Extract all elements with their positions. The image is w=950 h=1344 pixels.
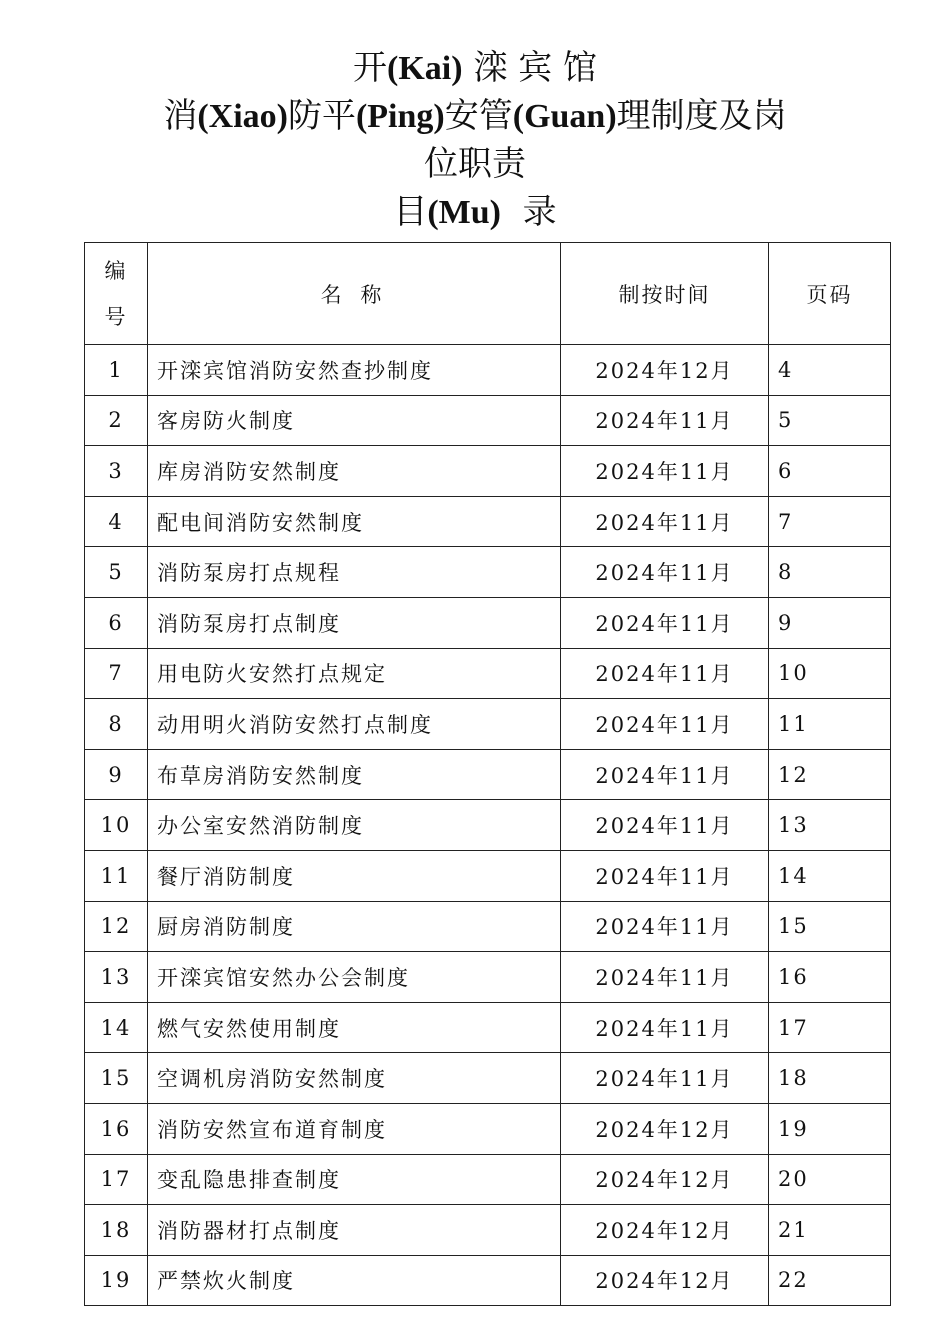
row-page: 9 <box>769 597 891 648</box>
title-segment: 滦 宾 馆 <box>462 48 597 88</box>
row-title: 燃气安然使用制度 <box>148 1002 561 1053</box>
row-number: 13 <box>85 952 148 1003</box>
row-page: 19 <box>769 1103 891 1154</box>
row-page: 10 <box>769 648 891 699</box>
row-page: 18 <box>769 1053 891 1104</box>
header-number <box>85 243 148 345</box>
document-title <box>0 44 950 236</box>
row-title: 办公室安然消防制度 <box>148 800 561 851</box>
row-page: 6 <box>769 446 891 497</box>
row-title: 严禁炊火制度 <box>148 1255 561 1306</box>
row-date: 2024年11月 <box>561 1002 769 1053</box>
row-date: 2024年12月 <box>561 1154 769 1205</box>
row-date: 2024年11月 <box>561 699 769 750</box>
row-title: 用电防火安然打点规定 <box>148 648 561 699</box>
row-page: 21 <box>769 1205 891 1256</box>
row-date: 2024年11月 <box>561 901 769 952</box>
row-date: 2024年11月 <box>561 648 769 699</box>
row-page: 8 <box>769 547 891 598</box>
title-subject <box>0 92 950 140</box>
row-title: 客房防火制度 <box>148 395 561 446</box>
title-contents <box>0 188 950 236</box>
row-number: 12 <box>85 901 148 952</box>
table-row <box>85 1205 891 1256</box>
row-number: 7 <box>85 648 148 699</box>
title-segment: (Mu) <box>427 194 502 231</box>
row-title: 库房消防安然制度 <box>148 446 561 497</box>
row-page: 4 <box>769 345 891 396</box>
table-row <box>85 496 891 547</box>
row-number: 10 <box>85 800 148 851</box>
row-title: 配电间消防安然制度 <box>148 496 561 547</box>
row-date: 2024年11月 <box>561 597 769 648</box>
title-segment: 位职责 <box>424 144 526 184</box>
row-number: 15 <box>85 1053 148 1104</box>
table-body <box>85 345 891 1306</box>
header-name: 名 称 <box>148 243 561 345</box>
contents-table <box>84 242 891 1306</box>
table-row <box>85 648 891 699</box>
title-segment: (Kai) <box>387 50 463 87</box>
table-header-row <box>85 243 891 345</box>
header-page: 页码 <box>769 243 891 345</box>
row-title: 消防泵房打点规程 <box>148 547 561 598</box>
row-number: 14 <box>85 1002 148 1053</box>
title-hotel-name <box>0 44 950 92</box>
row-number: 9 <box>85 749 148 800</box>
table-row <box>85 850 891 901</box>
row-page: 22 <box>769 1255 891 1306</box>
row-date: 2024年12月 <box>561 345 769 396</box>
row-date: 2024年11月 <box>561 1053 769 1104</box>
table-row <box>85 395 891 446</box>
table-row <box>85 699 891 750</box>
row-title: 消防安然宣布道育制度 <box>148 1103 561 1154</box>
row-page: 7 <box>769 496 891 547</box>
row-date: 2024年11月 <box>561 850 769 901</box>
table-row <box>85 345 891 396</box>
header-date: 制按时间 <box>561 243 769 345</box>
table-row <box>85 1053 891 1104</box>
table-row <box>85 800 891 851</box>
row-title: 开滦宾馆消防安然查抄制度 <box>148 345 561 396</box>
row-date: 2024年12月 <box>561 1255 769 1306</box>
row-title: 开滦宾馆安然办公会制度 <box>148 952 561 1003</box>
row-number: 8 <box>85 699 148 750</box>
row-date: 2024年12月 <box>561 1205 769 1256</box>
row-title: 布草房消防安然制度 <box>148 749 561 800</box>
row-title: 消防泵房打点制度 <box>148 597 561 648</box>
row-title: 餐厅消防制度 <box>148 850 561 901</box>
title-segment: (Guan) <box>512 98 617 135</box>
row-title: 消防器材打点制度 <box>148 1205 561 1256</box>
row-number: 5 <box>85 547 148 598</box>
title-segment: 消 <box>163 96 198 136</box>
table-row <box>85 749 891 800</box>
row-date: 2024年11月 <box>561 395 769 446</box>
row-number: 16 <box>85 1103 148 1154</box>
row-page: 5 <box>769 395 891 446</box>
header-number-bottom: 号 <box>104 304 128 329</box>
row-number: 1 <box>85 345 148 396</box>
row-page: 17 <box>769 1002 891 1053</box>
row-number: 18 <box>85 1205 148 1256</box>
row-page: 13 <box>769 800 891 851</box>
title-segment: 安管 <box>444 96 513 136</box>
table-row <box>85 1255 891 1306</box>
title-segment: 开 <box>353 48 387 88</box>
title-segment: (Xiao) <box>197 98 288 135</box>
row-page: 12 <box>769 749 891 800</box>
table-row <box>85 1103 891 1154</box>
row-date: 2024年11月 <box>561 496 769 547</box>
row-title: 动用明火消防安然打点制度 <box>148 699 561 750</box>
row-page: 16 <box>769 952 891 1003</box>
table-row <box>85 952 891 1003</box>
row-page: 15 <box>769 901 891 952</box>
table-row <box>85 1002 891 1053</box>
row-title: 空调机房消防安然制度 <box>148 1053 561 1104</box>
table-row <box>85 597 891 648</box>
title-subject-continued <box>0 140 950 188</box>
table-row <box>85 1154 891 1205</box>
row-page: 11 <box>769 699 891 750</box>
row-title: 厨房消防制度 <box>148 901 561 952</box>
row-date: 2024年11月 <box>561 446 769 497</box>
title-segment: 理制度及岗 <box>616 96 787 136</box>
table-row <box>85 446 891 497</box>
row-date: 2024年11月 <box>561 547 769 598</box>
row-number: 19 <box>85 1255 148 1306</box>
row-title: 变乱隐患排查制度 <box>148 1154 561 1205</box>
row-date: 2024年11月 <box>561 749 769 800</box>
row-page: 14 <box>769 850 891 901</box>
title-segment: (Ping) <box>355 98 445 135</box>
row-date: 2024年12月 <box>561 1103 769 1154</box>
row-number: 11 <box>85 850 148 901</box>
row-number: 2 <box>85 395 148 446</box>
table-row <box>85 547 891 598</box>
row-number: 3 <box>85 446 148 497</box>
title-segment: 防平 <box>287 96 356 136</box>
header-number-top: 编 <box>104 258 128 283</box>
row-number: 17 <box>85 1154 148 1205</box>
title-segment: 录 <box>501 192 557 232</box>
row-page: 20 <box>769 1154 891 1205</box>
title-segment: 目 <box>393 192 428 232</box>
row-number: 4 <box>85 496 148 547</box>
row-date: 2024年11月 <box>561 952 769 1003</box>
row-date: 2024年11月 <box>561 800 769 851</box>
table-row <box>85 901 891 952</box>
row-number: 6 <box>85 597 148 648</box>
